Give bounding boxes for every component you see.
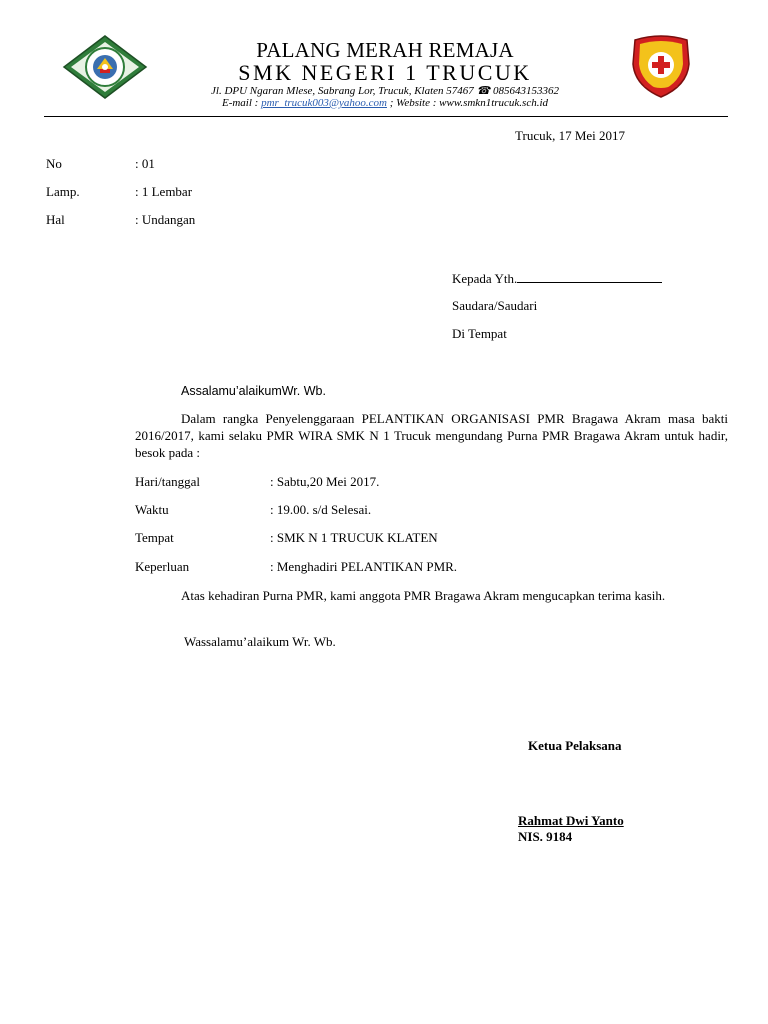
date-line: Trucuk, 17 Mei 2017 — [515, 128, 626, 143]
recipient-blank — [517, 270, 662, 283]
detail-value-time: : 19.00. s/d Selesai. — [270, 502, 372, 517]
recipient-to: Kepada Yth. — [452, 271, 518, 286]
email-label: E-mail : — [221, 97, 259, 109]
school-logo — [62, 34, 148, 100]
meta-label-hal: Hal — [46, 212, 65, 227]
detail-label-purpose: Keperluan — [135, 559, 190, 574]
detail-label-date: Hari/tanggal — [135, 474, 200, 489]
address-line — [150, 84, 620, 97]
address-text: Jl. DPU Ngaran Mlese, Sabrang Lor, Trucuk, Klaten 57467 — [211, 85, 474, 97]
header-divider — [44, 116, 728, 117]
detail-label-time: Waktu — [135, 502, 169, 517]
website-text: www.smkn1trucuk.sch.id — [439, 97, 549, 109]
signature-title: Ketua Pelaksana — [528, 738, 622, 753]
detail-value-place: : SMK N 1 TRUCUK KLATEN — [270, 530, 438, 545]
meta-label-no: No — [46, 156, 62, 171]
meta-value-no: : 01 — [135, 156, 155, 171]
email-link[interactable]: pmr_trucuk003@yahoo.com — [261, 97, 387, 109]
recipient-line-1 — [452, 270, 662, 287]
contact-line — [150, 97, 620, 109]
recipient-line-2: Saudara/Saudari — [452, 298, 538, 313]
meta-value-lamp: : 1 Lembar — [135, 184, 193, 199]
farewell: Wassalamu’alaikum Wr. Wb. — [184, 634, 336, 649]
pmr-logo — [629, 34, 693, 100]
recipient-line-3: Di Tempat — [452, 326, 507, 341]
detail-value-date: : Sabtu,20 Mei 2017. — [270, 474, 380, 489]
greeting: Assalamu’alaikumWr. Wb. — [181, 384, 326, 398]
signature-nis: NIS. 9184 — [518, 829, 573, 844]
closing-paragraph: Atas kehadiran Purna PMR, kami anggota PMR Bragawa Akram mengucapkan terima kasih. — [181, 588, 666, 603]
meta-label-lamp: Lamp. — [46, 184, 80, 199]
signature-name: Rahmat Dwi Yanto — [518, 813, 624, 828]
organization-name: PALANG MERAH REMAJA — [256, 38, 514, 62]
detail-value-purpose: : Menghadiri PELANTIKAN PMR. — [270, 559, 458, 574]
intro-paragraph: Dalam rangka Penyelenggaraan PELANTIKAN ORGANISASI PMR Bragawa Akram masa bakti 2016/2017, kami selaku PMR WIRA SMK N 1 Trucuk mengundang Purna PMR Bragawa Akram untuk hadir, besok pada : — [135, 411, 728, 460]
phone-number: 085643153362 — [492, 85, 559, 97]
website-label: ; Website : — [389, 97, 437, 109]
detail-label-place: Tempat — [135, 530, 174, 545]
phone-icon: ☎ — [476, 85, 491, 97]
school-name: SMK NEGERI 1 TRUCUK — [238, 60, 532, 85]
meta-value-hal: : Undangan — [135, 212, 196, 227]
